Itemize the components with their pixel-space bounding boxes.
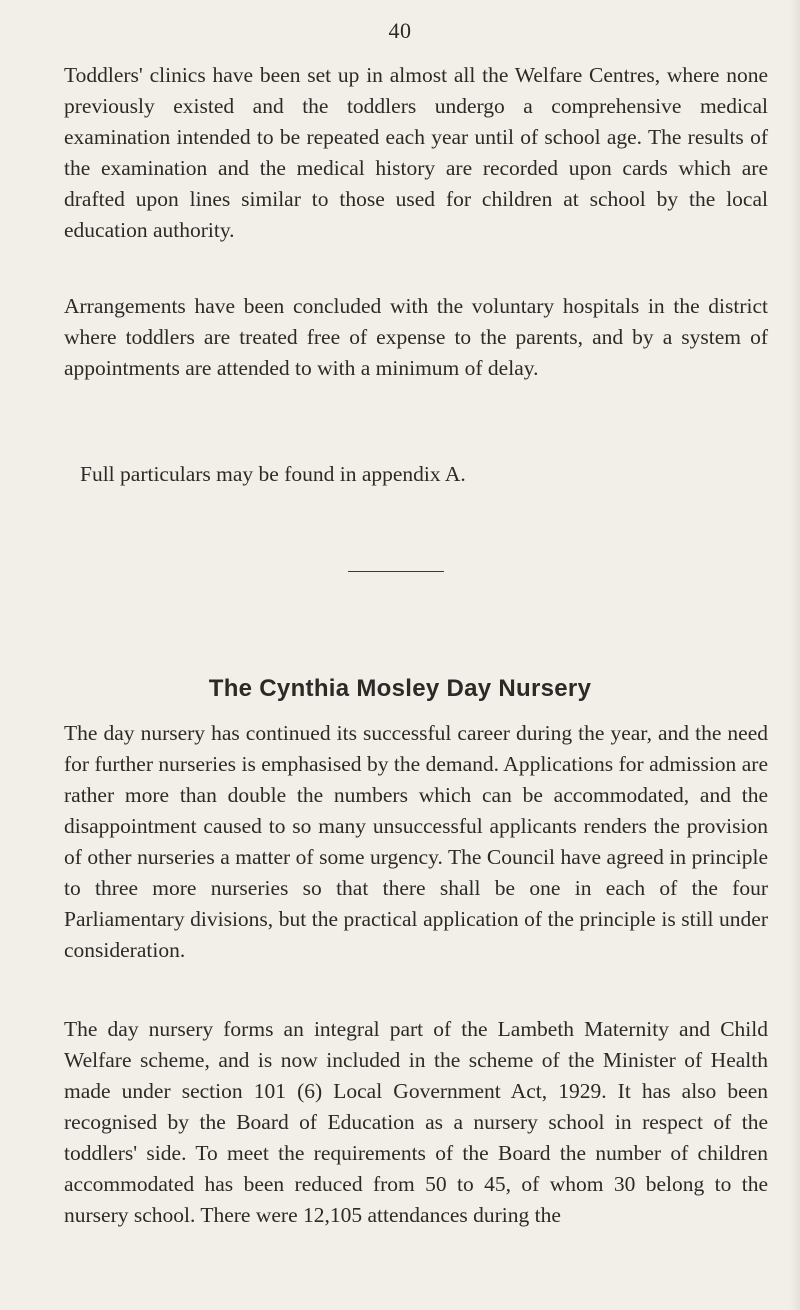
paragraph-toddlers-clinics: Toddlers' clinics have been set up in almost all the Welfare Centres, where none previously existed and the toddlers undergo a comprehensive medical examination intended to be repeated each year until of school age. The results of the examination and the medical history are recorded upon cards which are drafted upon lines similar to those used for children at school by the local education authority. bbox=[64, 63, 768, 242]
section-divider bbox=[348, 571, 444, 572]
paragraph-day-nursery-career: The day nursery has continued its successful career during the year, and the need for further nurseries is emphasised by the demand. Applications for admission are rather more than double the numbers which can be accommodated, and the disappointment caused to so many unsuccessful applicants renders the provision of other nurseries a matter of some urgency. The Council have agreed in principle to three more nurseries so that there shall be one in each of the four Parliamentary divisions, but the practical application of the principle is still under consideration. bbox=[64, 721, 768, 962]
page-number: 40 bbox=[388, 18, 412, 43]
paragraph-appendix-reference: Full particulars may be found in appendix A. bbox=[80, 462, 466, 486]
section-heading: The Cynthia Mosley Day Nursery bbox=[208, 675, 592, 702]
paragraph-day-nursery-scheme: The day nursery forms an integral part of the Lambeth Maternity and Child Welfare scheme, and is now included in the scheme of the Minister of Health made under section 101 (6) Local Government Act, 1929. It has also been recognised by the Board of Education as a nursery school in respect of the toddlers' side. To meet the requirements of the Board the number of children accommodated has been reduced from 50 to 45, of whom 30 belong to the nursery school. There were 12,105 attendances during the bbox=[64, 1017, 768, 1227]
page-edge-shadow bbox=[790, 0, 800, 1310]
paragraph-voluntary-hospitals: Arrangements have been concluded with the voluntary hospitals in the district where toddlers are treated free of expense to the parents, and by a system of appointments are attended to with a minimum of delay. bbox=[64, 294, 768, 380]
